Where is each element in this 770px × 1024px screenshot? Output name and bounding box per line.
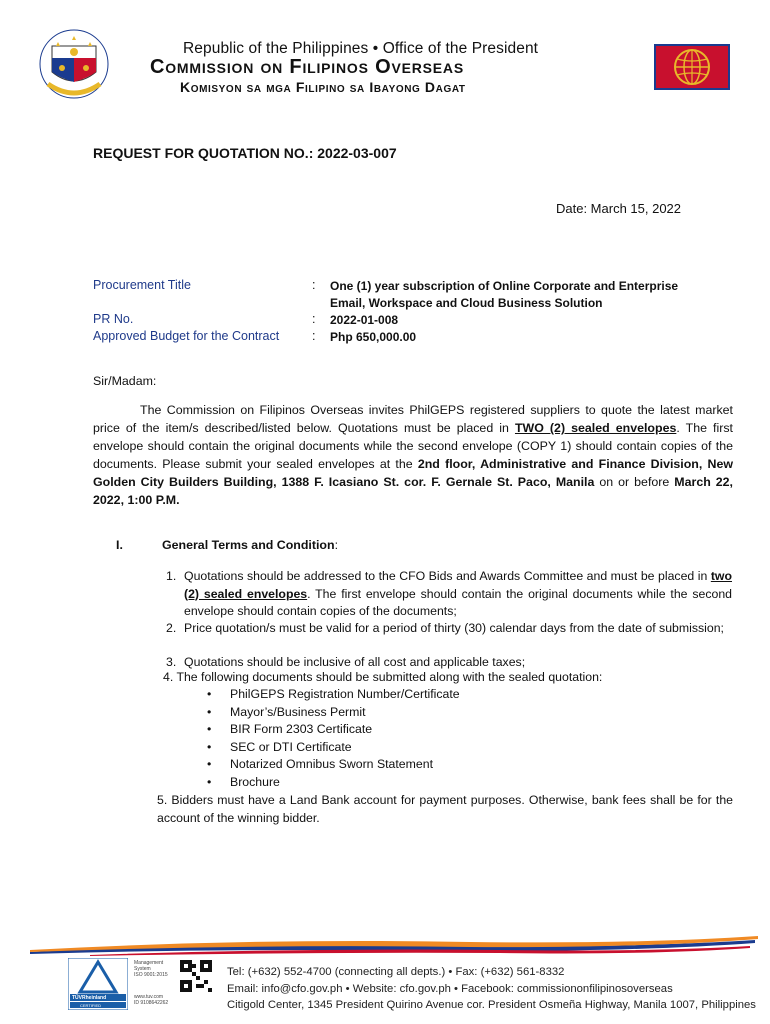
iso-text: Management System ISO 9001:2015 www.tuv.com ID 9108642262 xyxy=(134,960,169,1006)
header-filipino-name: Komisyon sa mga Filipino sa Ibayong Dagat xyxy=(180,79,466,95)
footer-phone: Tel: (+632) 552-4700 (connecting all depts.) • Fax: (+632) 561-8332 xyxy=(227,966,565,978)
section-number: I. xyxy=(116,538,123,552)
colon: : xyxy=(312,329,316,343)
term-2-number: 2. xyxy=(166,621,177,635)
header-office-line: Republic of the Philippines • Office of the President xyxy=(183,40,539,57)
term-5: 5. Bidders must have a Land Bank account for payment purposes. Otherwise, bank fees shall be for the account of the winning bidder. xyxy=(157,793,733,825)
rfq-date: Date: March 15, 2022 xyxy=(556,201,682,216)
tuv-certified: CERTIFIED xyxy=(80,1003,102,1008)
rfq-title: REQUEST FOR QUOTATION NO.: 2022-03-007 xyxy=(93,145,397,161)
pr-no-value: 2022-01-008 xyxy=(330,313,399,327)
list-item: • Mayor’s/Business Permit xyxy=(207,704,366,719)
procurement-title-label: Procurement Title xyxy=(93,278,191,292)
footer-contact xyxy=(227,964,756,1014)
abc-value: Php 650,000.00 xyxy=(330,330,417,344)
salutation: Sir/Madam: xyxy=(93,374,157,388)
procurement-title-value: One (1) year subscription of Online Corporate and Enterprise Email, Workspace and Cloud Business Solution xyxy=(330,279,679,310)
submission-address: 2nd floor, Administrative and Finance Division, New Golden City Builders Building, 1388 F. Icasiano St. cor. F. Gernale St. Paco, Manila xyxy=(93,457,734,489)
footer-email-web: Email: info@cfo.gov.ph • Website: cfo.gov.ph • Facebook: commissiononfilipinosoverseas xyxy=(227,982,673,995)
two-envelopes-emphasis: TWO (2) sealed envelopes xyxy=(514,421,677,435)
abc-label: Approved Budget for the Contract xyxy=(93,329,280,343)
header-commission-name: Commission on Filipinos Overseas xyxy=(150,56,464,78)
section-title: General Terms and Condition: xyxy=(162,538,339,552)
term-1-number: 1. xyxy=(166,569,177,583)
list-item: • Brochure xyxy=(207,774,280,789)
list-item: • Notarized Omnibus Sworn Statement xyxy=(207,757,433,771)
list-item: • PhilGEPS Registration Number/Certificate xyxy=(207,687,460,701)
tuv-brand: TÜVRheinland xyxy=(72,995,107,1001)
term-3: Quotations should be inclusive of all cost and applicable taxes; xyxy=(184,655,526,669)
colon: : xyxy=(312,278,316,292)
tuv-certification-badge xyxy=(68,958,128,1010)
term-2: Price quotation/s must be valid for a period of thirty (30) calendar days from the date of submission; xyxy=(184,621,724,635)
list-item: • SEC or DTI Certificate xyxy=(207,739,352,754)
qr-code-icon xyxy=(180,960,212,992)
deadline: March 22, 2022, 1:00 P.M. xyxy=(93,475,734,507)
colon: : xyxy=(312,312,316,326)
term-1: Quotations should be addressed to the CFO Bids and Awards Committee and must be placed in two (2) sealed envelopes. The first envelope should contain the original documents while the second envelope should contain copies of the documents; xyxy=(184,569,732,618)
cfo-globe-flag-logo xyxy=(654,44,730,90)
list-item: • BIR Form 2303 Certificate xyxy=(207,722,373,736)
required-documents-list xyxy=(207,686,607,791)
term-3-number: 3. xyxy=(166,655,177,669)
term-4: 4. The following documents should be submitted along with the sealed quotation: xyxy=(163,670,603,684)
footer-address: Citigold Center, 1345 President Quirino Avenue cor. President Osmeña Highway, Manila 1007, Philippines xyxy=(227,999,756,1011)
footer-swoosh-decoration xyxy=(30,930,760,960)
cfo-seal-logo xyxy=(38,28,110,100)
pr-no-label: PR No. xyxy=(93,312,134,326)
intro-paragraph: The Commission on Filipinos Overseas invites PhilGEPS registered suppliers to quote the latest market price of the item/s described/listed below. Quotations must be placed in TWO (2) sealed envelopes. The first envelope should contain the original documents while the second envelope (COPY 1) should contain copies of the documents. Please submit your sealed envelopes at the 2nd floor, Administrative and Finance Division, New Golden City Builders Building, 1388 F. Icasiano St. cor. F. Gernale St. Paco, Manila on or before March 22, 2022, 1:00 P.M. xyxy=(93,403,734,507)
